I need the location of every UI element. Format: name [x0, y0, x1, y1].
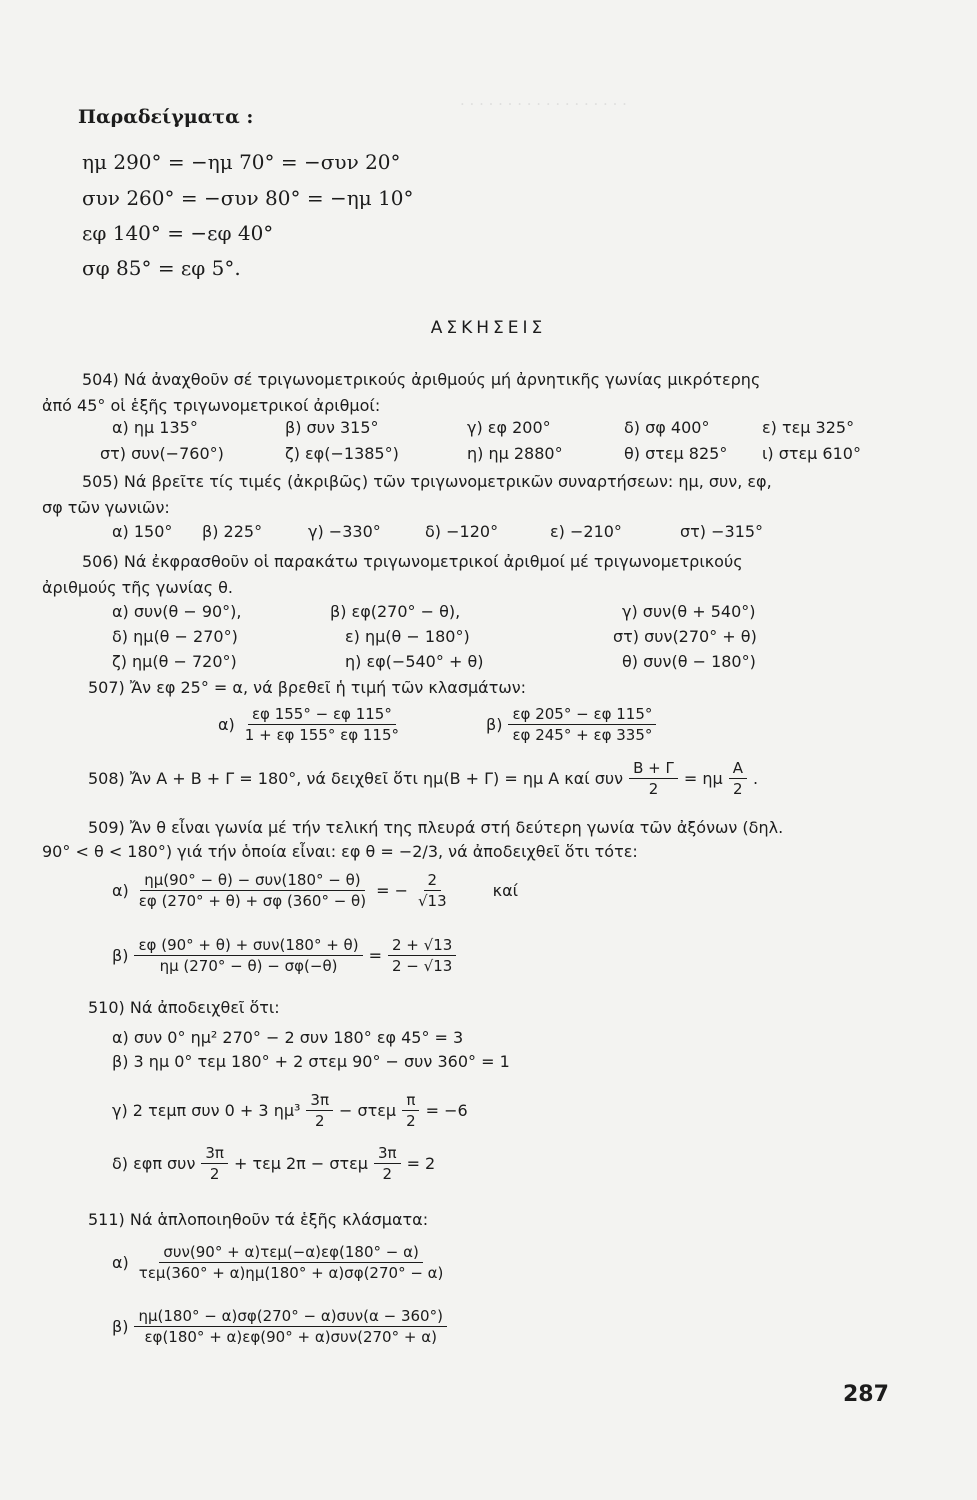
exercise-507-fraction-b	[486, 704, 656, 745]
exercise-504-item: θ) στεμ 825°	[624, 444, 728, 463]
exercise-504-text: 504) Νά ἀναχθοῦν σέ τριγωνομετρικούς ἀριθμούς μή ἀρνητικῆς γωνίας μικρότερης	[82, 370, 761, 389]
label: β)	[112, 946, 129, 965]
exercise-505-item: δ) −120°	[425, 522, 499, 541]
numerator: 2	[424, 870, 442, 891]
exercise-506-item: στ) συν(270° + θ)	[613, 627, 757, 646]
denominator: 2	[406, 1112, 416, 1130]
label: α)	[112, 1253, 129, 1272]
numerator: Β + Γ	[629, 758, 678, 779]
fraction	[388, 935, 456, 976]
fraction	[134, 935, 362, 976]
numerator: 3π	[306, 1090, 333, 1111]
exercise-509-b	[112, 935, 456, 976]
denominator: 2	[648, 780, 659, 798]
numerator: εφ (90° + θ) + συν(180° + θ)	[134, 935, 362, 956]
numerator: π	[402, 1090, 419, 1111]
fraction	[134, 1306, 447, 1347]
fraction	[508, 704, 656, 745]
exercise-509-text: 90° < θ < 180°) γιά τήν ὁποία εἶναι: εφ θ = −2/3, νά ἀποδειχθεῖ ὅτι τότε:	[42, 842, 638, 861]
exercise-505-item: ε) −210°	[550, 522, 622, 541]
exercise-504-item: β) συν 315°	[285, 418, 379, 437]
fraction	[241, 704, 403, 745]
denominator: 2 − √13	[392, 957, 453, 975]
exercise-511-text: 511) Νά ἁπλοποιηθοῦν τά ἑξῆς κλάσματα:	[88, 1210, 429, 1229]
numerator: 3π	[201, 1143, 228, 1164]
denominator: √13	[417, 892, 447, 910]
fraction	[414, 870, 451, 911]
denominator: εφ(180° + α)εφ(90° + α)συν(270° + α)	[144, 1328, 437, 1346]
equation-text: = ημ	[683, 769, 723, 788]
numerator: συν(90° + α)τεμ(−α)εφ(180° − α)	[159, 1242, 423, 1263]
example-line: εφ 140° = −εφ 40°	[82, 221, 274, 245]
equation-text: =	[368, 946, 382, 965]
exercise-506-item: β) εφ(270° − θ),	[330, 602, 461, 621]
numerator: ημ(180° − α)σφ(270° − α)συν(α − 360°)	[134, 1306, 447, 1327]
exercise-507-fraction-a	[218, 704, 403, 745]
exercise-511-a	[112, 1242, 447, 1283]
bleed-through-text: · · · · · · · · · · · · · · · · · ·	[460, 95, 627, 113]
exercise-511-b	[112, 1306, 447, 1347]
denominator: εφ (270° + θ) + σφ (360° − θ)	[138, 892, 367, 910]
exercises-title: ΑΣΚΗΣΕΙΣ	[430, 318, 547, 338]
exercise-508-text: 508) Ἄν Α + Β + Γ = 180°, νά δειχθεῖ ὅτι ημ(Β + Γ) = ημ Α καί συν	[88, 769, 624, 788]
equation-text: = −	[376, 881, 408, 900]
exercise-508	[88, 758, 758, 799]
exercise-505-item: στ) −315°	[680, 522, 764, 541]
exercise-506-item: ζ) ημ(θ − 720°)	[112, 652, 237, 671]
equation-text: γ) 2 τεμπ συν 0 + 3 ημ³	[112, 1101, 301, 1120]
equation-text: καί	[492, 881, 519, 900]
exercise-504-item: ζ) εφ(−1385°)	[285, 444, 399, 463]
exercise-509-text: 509) Ἄν θ εἶναι γωνία μέ τήν τελική της πλευρά στή δεύτερη γωνία τῶν ἀξόνων (δηλ.	[88, 818, 784, 837]
denominator: εφ 245° + εφ 335°	[512, 726, 653, 744]
example-line: συν 260° = −συν 80° = −ημ 10°	[82, 186, 414, 210]
fraction	[729, 758, 747, 799]
exercise-505-item: γ) −330°	[308, 522, 381, 541]
exercise-510-text: 510) Νά ἀποδειχθεῖ ὅτι:	[88, 998, 280, 1017]
numerator: ημ(90° − θ) − συν(180° − θ)	[140, 870, 364, 891]
exercise-506-item: θ) συν(θ − 180°)	[622, 652, 756, 671]
fraction	[306, 1090, 333, 1131]
exercise-509-a	[112, 870, 518, 911]
exercise-506-item: δ) ημ(θ − 270°)	[112, 627, 238, 646]
fraction	[374, 1143, 401, 1184]
label: β)	[486, 715, 503, 734]
exercise-504-item: γ) εφ 200°	[467, 418, 551, 437]
exercise-504-item: η) ημ 2880°	[467, 444, 563, 463]
page-number: 287	[843, 1382, 889, 1407]
exercise-510-c	[112, 1090, 468, 1131]
example-line: σφ 85° = εφ 5°.	[82, 256, 241, 280]
fraction	[135, 1242, 448, 1283]
exercise-506-item: α) συν(θ − 90°),	[112, 602, 242, 621]
exercise-506-item: γ) συν(θ + 540°)	[622, 602, 756, 621]
exercise-504-item: στ) συν(−760°)	[100, 444, 224, 463]
equation-text: = 2	[406, 1154, 436, 1173]
equation-text: .	[752, 769, 759, 788]
fraction	[201, 1143, 228, 1184]
equation-text: δ) εφπ συν	[112, 1154, 196, 1173]
numerator: εφ 205° − εφ 115°	[508, 704, 656, 725]
exercise-506-item: η) εφ(−540° + θ)	[345, 652, 484, 671]
denominator: 2	[314, 1112, 325, 1130]
exercise-507-text: 507) Ἄν εφ 25° = α, νά βρεθεῖ ἡ τιμή τῶν κλασμάτων:	[88, 678, 527, 697]
numerator: Α	[729, 758, 747, 779]
exercise-504-text: ἀπό 45° οἱ ἑξῆς τριγωνομετρικοί ἀριθμοί:	[42, 396, 381, 415]
exercise-510-item: β) 3 ημ 0° τεμ 180° + 2 στεμ 90° − συν 360° = 1	[112, 1052, 510, 1071]
exercise-506-item: ε) ημ(θ − 180°)	[345, 627, 470, 646]
exercise-505-text: 505) Νά βρεῖτε τίς τιμές (ἀκριβῶς) τῶν τριγωνομετρικῶν συναρτήσεων: ημ, συν, εφ,	[82, 472, 772, 491]
exercise-504-item: ι) στεμ 610°	[762, 444, 861, 463]
exercise-504-item: δ) σφ 400°	[624, 418, 710, 437]
exercise-505-item: α) 150°	[112, 522, 173, 541]
exercise-505-text: σφ τῶν γωνιῶν:	[42, 498, 170, 517]
denominator: 2	[382, 1165, 393, 1183]
exercise-504-item: α) ημ 135°	[112, 418, 198, 437]
exercise-510-item: α) συν 0° ημ² 270° − 2 συν 180° εφ 45° = 3	[112, 1028, 464, 1047]
numerator: 3π	[374, 1143, 401, 1164]
denominator: τεμ(360° + α)ημ(180° + α)σφ(270° − α)	[138, 1264, 444, 1282]
equation-text: = −6	[425, 1101, 468, 1120]
example-line: ημ 290° = −ημ 70° = −συν 20°	[82, 150, 401, 174]
exercise-504-item: ε) τεμ 325°	[762, 418, 855, 437]
numerator: 2 + √13	[388, 935, 456, 956]
denominator: ημ (270° − θ) − σφ(−θ)	[159, 957, 338, 975]
numerator: εφ 155° − εφ 115°	[248, 704, 396, 725]
label: β)	[112, 1317, 129, 1336]
label: α)	[112, 881, 129, 900]
denominator: 2	[733, 780, 743, 798]
fraction	[135, 870, 370, 911]
label: α)	[218, 715, 235, 734]
exercise-510-d	[112, 1143, 435, 1184]
examples-heading: Παραδείγματα :	[78, 106, 254, 128]
equation-text: + τεμ 2π − στεμ	[233, 1154, 368, 1173]
exercise-506-text: ἀριθμούς τῆς γωνίας θ.	[42, 578, 233, 597]
fraction	[402, 1090, 420, 1131]
denominator: 1 + εφ 155° εφ 115°	[244, 726, 400, 744]
denominator: 2	[209, 1165, 220, 1183]
exercise-505-item: β) 225°	[202, 522, 263, 541]
fraction	[629, 758, 678, 799]
exercise-506-text: 506) Νά ἐκφρασθοῦν οἱ παρακάτω τριγωνομετρικοί ἀριθμοί μέ τριγωνομετρικούς	[82, 552, 743, 571]
equation-text: − στεμ	[339, 1101, 397, 1120]
